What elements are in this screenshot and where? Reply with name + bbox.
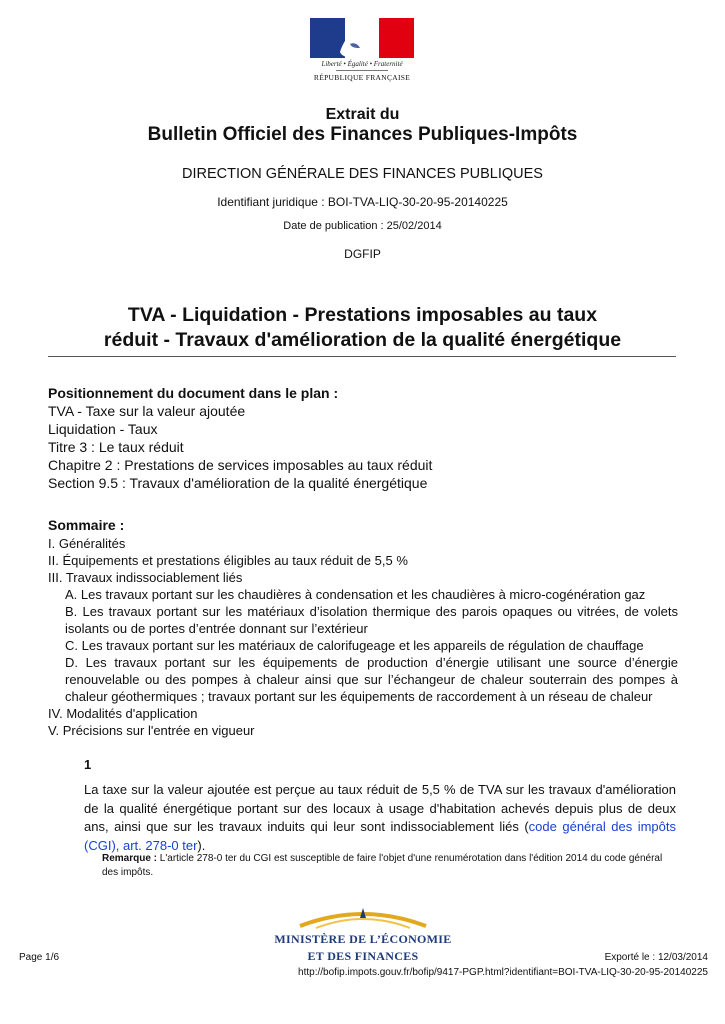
positionnement-item: Section 9.5 : Travaux d'amélioration de la qualité énergétique [48, 475, 428, 491]
document-title-line1: TVA - Liquidation - Prestations imposables au taux [127, 304, 598, 326]
section-number: 1 [84, 757, 92, 772]
identifiant-juridique: Identifiant juridique : BOI-TVA-LIQ-30-20-95-20140225 [217, 195, 508, 209]
remarque-label: Remarque : [102, 853, 158, 864]
export-date: Exporté le : 12/03/2014 [604, 952, 708, 963]
title-divider [48, 356, 676, 357]
sommaire-item-i[interactable]: I. Généralités [48, 536, 126, 551]
extrait-label: Extrait du [325, 106, 400, 123]
ministere-line2: ET DES FINANCES [307, 949, 419, 963]
sommaire-item-iii-a[interactable]: A. Les travaux portant sur les chaudières à condensation et les chaudières à micro-cogénération gaz [65, 587, 646, 602]
sommaire-item-iv[interactable]: IV. Modalités d'application [48, 706, 198, 721]
body-paragraph [84, 781, 676, 855]
service-label: DGFIP [344, 247, 381, 261]
sommaire-item-iii-c[interactable]: C. Les travaux portant sur les matériaux de calorifugeage et les appareils de régulation de chauffage [65, 638, 644, 653]
ministere-line1: MINISTÈRE DE L’ÉCONOMIE [274, 932, 452, 946]
sommaire-list [48, 535, 678, 739]
sommaire-item-ii[interactable]: II. Équipements et prestations éligibles au taux réduit de 5,5 % [48, 553, 408, 568]
logo-separator [336, 70, 388, 71]
positionnement-heading: Positionnement du document dans le plan : [48, 385, 339, 401]
paragraph-text: La taxe sur la valeur ajoutée est perçue au taux réduit de 5,5 % de TVA sur les travaux d'amélioration de la qualité énergétique portant sur des locaux à usage d'habitation achevés depuis plus de deux ans, ainsi que sur les travaux induits qui leur sont indissociablement liés ( [84, 782, 676, 834]
remarque-note [102, 852, 676, 880]
sommaire-item-iii-d[interactable]: D. Les travaux portant sur les équipements de production d’énergie utilisant une source d’énergie renouvelable ou des pompes à chaleur ainsi que sur l’échangeur de chaleur souterrain des pompes à chaleur géothermiques ; travaux portant sur les équipements de raccordement à un réseau de chaleur [65, 655, 678, 704]
ministere-logo [272, 902, 454, 968]
republique-francaise-logo [308, 16, 416, 84]
paragraph-end: ). [197, 837, 206, 853]
cgi-article-link[interactable]: code général des impôts (CGI), art. 278-0 ter [84, 819, 676, 853]
positionnement-item: TVA - Taxe sur la valeur ajoutée [48, 403, 246, 419]
positionnement-item: Liquidation - Taux [48, 421, 158, 437]
positionnement-section [48, 384, 678, 492]
sommaire-item-iii-b[interactable]: B. Les travaux portant sur les matériaux d’isolation thermique des parois opaques ou vitrées, de volets isolants ou de portes d’entrée donnant sur l’extérieur [65, 604, 678, 636]
page-number: Page 1/6 [19, 952, 60, 963]
document-title-line2: réduit - Travaux d'amélioration de la qualité énergétique [103, 329, 622, 351]
positionnement-item: Chapitre 2 : Prestations de services imposables au taux réduit [48, 457, 433, 473]
direction-label: DIRECTION GÉNÉRALE DES FINANCES PUBLIQUES [182, 166, 543, 182]
sommaire-item-v[interactable]: V. Précisions sur l'entrée en vigueur [48, 723, 255, 738]
remarque-text: L'article 278-0 ter du CGI est susceptible de faire l'objet d'une renumérotation dans l'édition 2014 du code général des impôts. [102, 853, 663, 878]
date-publication: Date de publication : 25/02/2014 [283, 220, 442, 232]
document-url[interactable]: http://bofip.impots.gouv.fr/bofip/9417-PGP.html?identifiant=BOI-TVA-LIQ-30-20-95-20140225 [298, 967, 708, 978]
bulletin-title: Bulletin Officiel des Finances Publiques-Impôts [147, 124, 578, 145]
logo-motto: Liberté • Égalité • Fraternité [321, 60, 403, 68]
sommaire-heading: Sommaire : [48, 517, 125, 533]
ministere-arc-icon [296, 902, 430, 930]
positionnement-item: Titre 3 : Le taux réduit [48, 439, 184, 455]
document-title [0, 303, 725, 353]
sommaire-item-iii[interactable]: III. Travaux indissociablement liés [48, 570, 243, 585]
logo-republique: RÉPUBLIQUE FRANÇAISE [313, 73, 411, 82]
marianne-flag-icon [310, 18, 414, 58]
